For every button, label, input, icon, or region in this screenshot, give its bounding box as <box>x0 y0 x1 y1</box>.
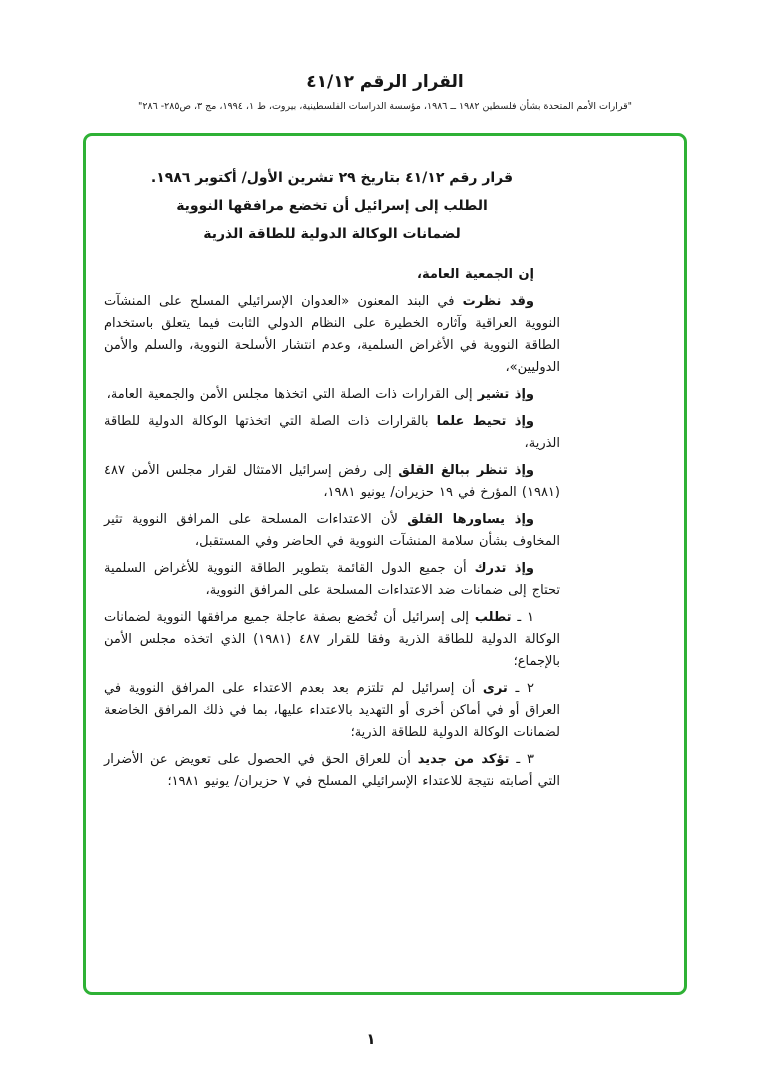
document-paragraph <box>104 384 560 406</box>
paragraph-lead-text: تطلب <box>474 610 512 625</box>
paragraph-text: أن للعراق الحق في الحصول على تعويض عن الأضرار التي أصابته نتيجة للاعتداء الإسرائيلي المسلح في ٧ حزيران/ يونيو ١٩٨١؛ <box>104 752 560 789</box>
paragraph-text: إلى القرارات ذات الصلة التي اتخذها مجلس الأمن والجمعية العامة، <box>106 387 478 402</box>
document-title <box>104 164 560 248</box>
document-paragraph <box>104 411 560 455</box>
paragraph-text: أن إسرائيل لم تلتزم بعد بعدم الاعتداء على المرافق النووية في العراق أو في أماكن أخرى أو التهديد بالاعتداء عليها، بما في ذلك المرافق الخاضعة لضمانات الوكالة الدولية للطاقة الذرية؛ <box>104 681 560 740</box>
page-number: ١ <box>366 1030 376 1048</box>
resolution-number-heading: القرار الرقم ٤١/١٢ <box>306 72 464 92</box>
page-header <box>0 0 770 112</box>
paragraph-text: في البند المعنون «العدوان الإسرائيلي المسلح على المنشآت النووية العراقية وآثاره الخطيرة على النظام الدولي الثابت فيما يتعلق باستخدام الطاقة النووية في الأغراض السلمية، وعدم انتشار الأسلحة النووية، والسلم والأمن الدوليين»، <box>104 294 560 375</box>
document-paragraph <box>104 558 560 602</box>
paragraph-lead-text: وإذ تحيط علما <box>436 414 534 429</box>
paragraph-lead-text: وقد نظرت <box>462 294 535 309</box>
document-paragraph <box>104 264 560 286</box>
paragraph-text: ٢ ـ <box>507 681 534 696</box>
document-paragraph <box>104 291 560 379</box>
paragraph-lead-text: إن الجمعية العامة، <box>417 267 534 282</box>
paragraph-text: لأن الاعتداءات المسلحة على المرافق النووية تثير المخاوف بشأن سلامة المنشآت النووية في الحاضر وفي المستقبل، <box>104 512 560 549</box>
paragraph-text: ١ ـ <box>511 610 534 625</box>
document-paragraph <box>104 749 560 793</box>
document-paragraph <box>104 678 560 744</box>
paragraph-text: إلى رفض إسرائيل الامتثال لقرار مجلس الأمن ٤٨٧ (١٩٨١) المؤرخ في ١٩ حزيران/ يونيو ١٩٨١، <box>104 463 560 500</box>
paragraph-text: ٣ ـ <box>509 752 535 767</box>
paragraph-text: أن جميع الدول القائمة بتطوير الطاقة النووية للأغراض السلمية تحتاج إلى ضمانات ضد الاعتداءات المسلحة على المرافق النووية، <box>104 561 560 598</box>
paragraph-text: بالقرارات ذات الصلة التي اتخذتها الوكالة الدولية للطاقة الذرية، <box>104 414 560 451</box>
paragraph-lead-text: وإذ تشير <box>477 387 534 402</box>
document-body <box>104 264 560 793</box>
paragraph-lead-text: وإذ تدرك <box>474 561 534 576</box>
document-title-line: لضمانات الوكالة الدولية للطاقة الذرية <box>203 226 461 242</box>
document-title-line: الطلب إلى إسرائيل أن تخضع مرافقها النووية <box>176 198 488 214</box>
paragraph-text: إلى إسرائيل أن تُخضع بصفة عاجلة جميع مرافقها النووية لضمانات الوكالة الدولية للطاقة الذرية وفقا للقرار ٤٨٧ (١٩٨١) الذي اتخذه مجلس الأمن بالإجماع؛ <box>104 610 560 669</box>
document-paragraph <box>104 607 560 673</box>
paragraph-lead-text: وإذ يساورها القلق <box>407 512 534 527</box>
document-title-line: قرار رقم ٤١/١٢ بتاريخ ٢٩ تشرين الأول/ أكتوبر ١٩٨٦. <box>150 170 514 186</box>
document-paragraph <box>104 509 560 553</box>
paragraph-lead-text: ترى <box>482 681 508 696</box>
paragraph-lead-text: وإذ تنظر ببالغ القلق <box>398 463 534 478</box>
source-citation: "قرارات الأمم المتحدة بشأن فلسطين ١٩٨٢ ــ ١٩٨٦، مؤسسة الدراسات الفلسطينية، بيروت، ط ١، ١٩٩٤، مج ٣، ص٢٨٥- ٢٨٦" <box>137 101 632 112</box>
document-paragraph <box>104 460 560 504</box>
green-border-frame <box>83 133 687 995</box>
paragraph-lead-text: تؤكد من جديد <box>417 752 510 767</box>
